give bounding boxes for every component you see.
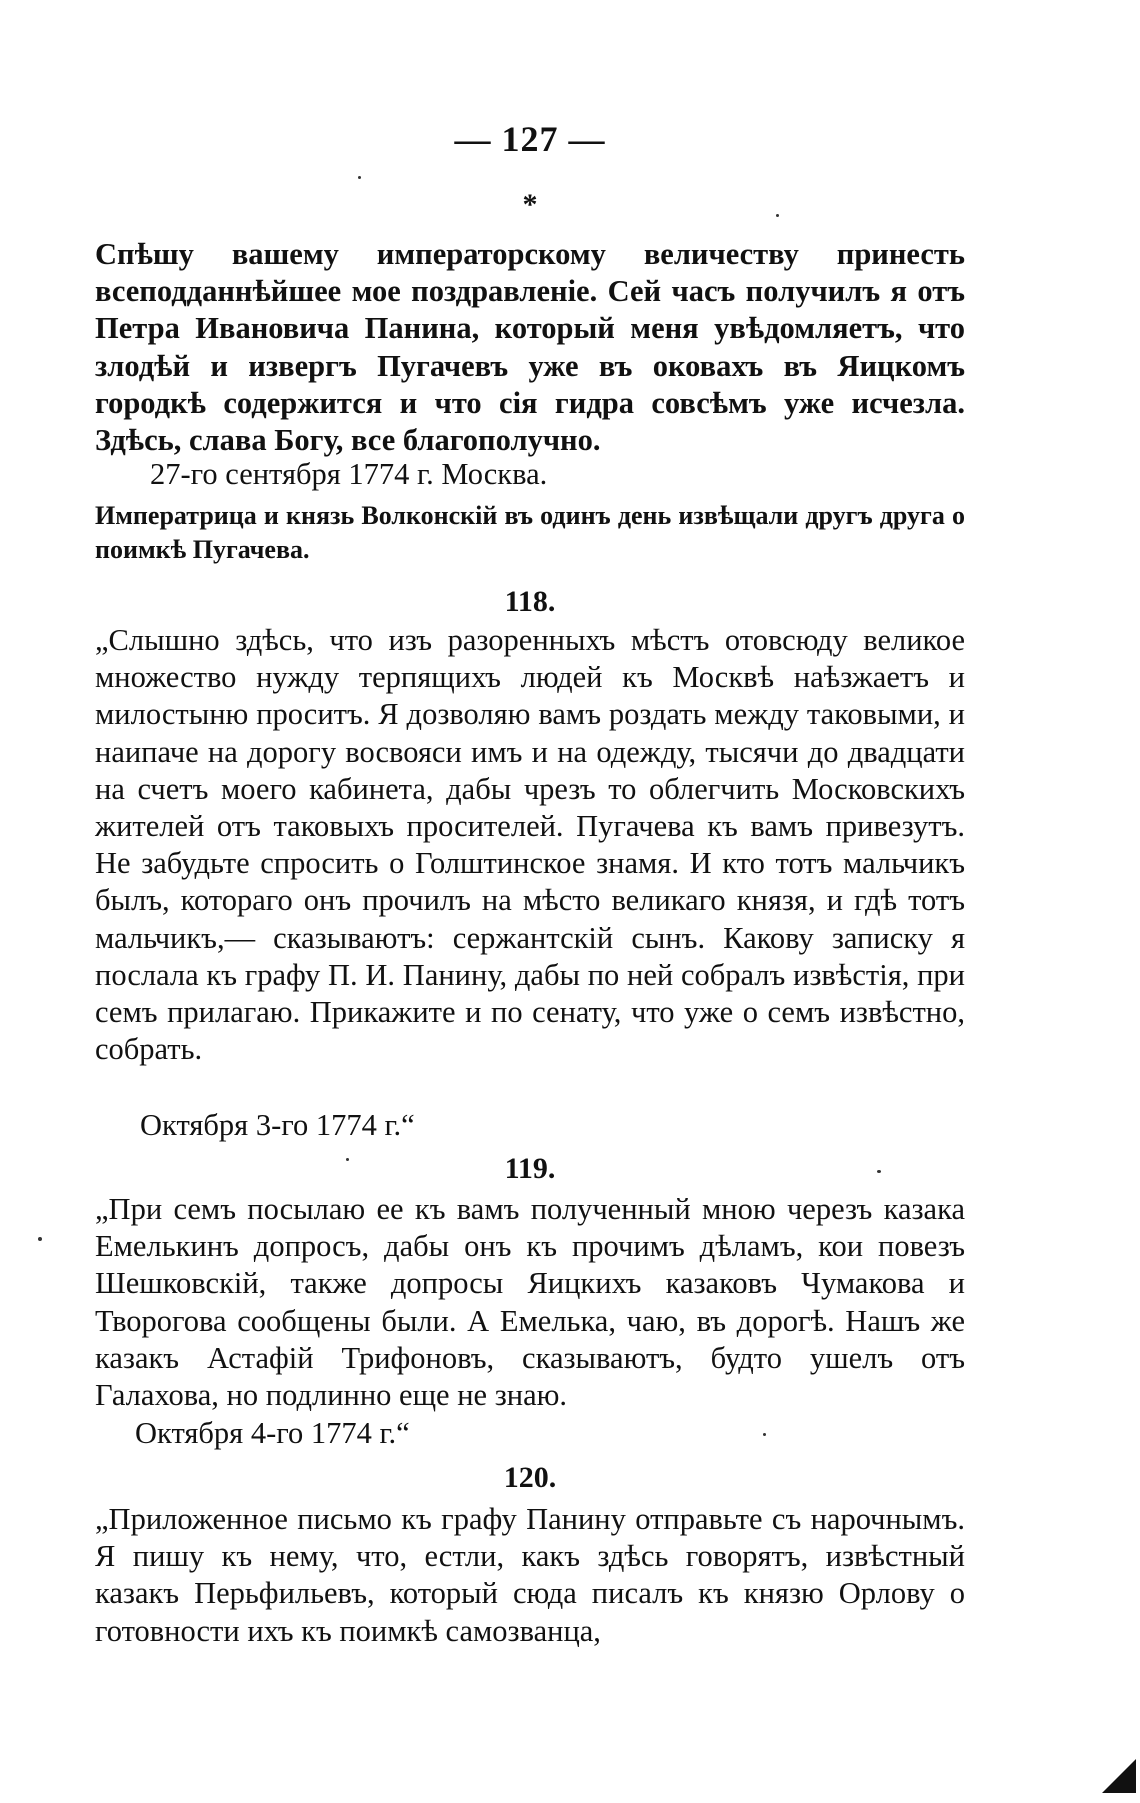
letter-119-text: „При семъ посылаю ее къ вамъ полученный мною черезъ казака Емелькинъ допросъ, дабы онъ къ прочимъ дѣламъ, кои повезъ Шешковскій, также допросы Яицкихъ казаковъ Чумакова и Творогова сообщены были. А Емелька, чаю, въ дорогѣ. Нашъ же казакъ Астафій Трифоновъ, сказываютъ, будто ушелъ отъ Галахова, но подлинно еще не знаю.	[95, 1192, 965, 1413]
scan-speck	[346, 1158, 349, 1161]
letter-120-text: „Приложенное письмо къ графу Панину отправьте съ нарочнымъ. Я пишу къ нему, что, естли, какъ здѣсь говорятъ, извѣстный казакъ Перьфильевъ, который сюда писалъ къ князю Орлову о готовности ихъ къ поимкѣ самозванца,	[95, 1502, 965, 1648]
letter-119-date: Октября 4-го 1774 г.“	[135, 1416, 410, 1450]
scan-speck	[763, 1433, 766, 1436]
scan-speck	[776, 214, 779, 217]
letter-117-text: Спѣшу вашему императорскому величеству принесть всеподданнѣйшее мое поздравленіе. Сей часъ получилъ я отъ Петра Ивановича Панина, который меня увѣдомляетъ, что злодѣй и извергъ Пугачевъ уже въ оковахъ въ Яицкомъ городкѣ содержится и что сія гидра совсѣмъ уже исчезла. Здѣсь, слава Богу, все благополучно.	[95, 237, 965, 458]
letter-118-text: „Слышно здѣсь, что изъ разоренныхъ мѣстъ отовсюду великое множество нужду терпящихъ людей къ Москвѣ наѣзжаетъ и милостыню проситъ. Я дозволяю вамъ роздать между таковыми, и наипаче на дорогу восвояси имъ и на одежду, тысячи до двадцати на счетъ моего кабинета, дабы чрезъ то облегчить Московскихъ жителей отъ таковыхъ просителей. Пугачева къ вамъ привезутъ. Не забудьте спросить о Голштинское знамя. И кто тотъ мальчикъ былъ, котораго онъ прочилъ на мѣсто великаго князя, и гдѣ тотъ мальчикъ,— сказываютъ: сержантскій сынъ. Какову записку я послала къ графу П. И. Панину, дабы по ней собралъ извѣстія, при семъ прилагаю. Прикажите и по сенату, что уже о семъ извѣстно, собрать.	[95, 623, 965, 1067]
scan-speck	[877, 1170, 881, 1173]
letter-118-date: Октября 3-го 1774 г.“	[140, 1108, 415, 1142]
letter-118-number: 118.	[504, 585, 556, 618]
page-corner-icon	[1102, 1759, 1136, 1793]
letter-120-number: 120.	[503, 1461, 557, 1494]
page-number: — 127 —	[454, 119, 606, 159]
letter-117-date: 27-го сентября 1774 г. Москва.	[150, 457, 548, 491]
scan-speck	[358, 176, 361, 179]
book-page	[95, 0, 965, 1803]
section-asterisk: *	[522, 188, 538, 221]
scan-speck	[38, 1237, 42, 1241]
editor-note: Императрица и князь Волконскій въ одинъ день извѣщали другъ друга о поимкѣ Пугачева.	[95, 501, 965, 564]
letter-119-number: 119.	[504, 1152, 556, 1185]
